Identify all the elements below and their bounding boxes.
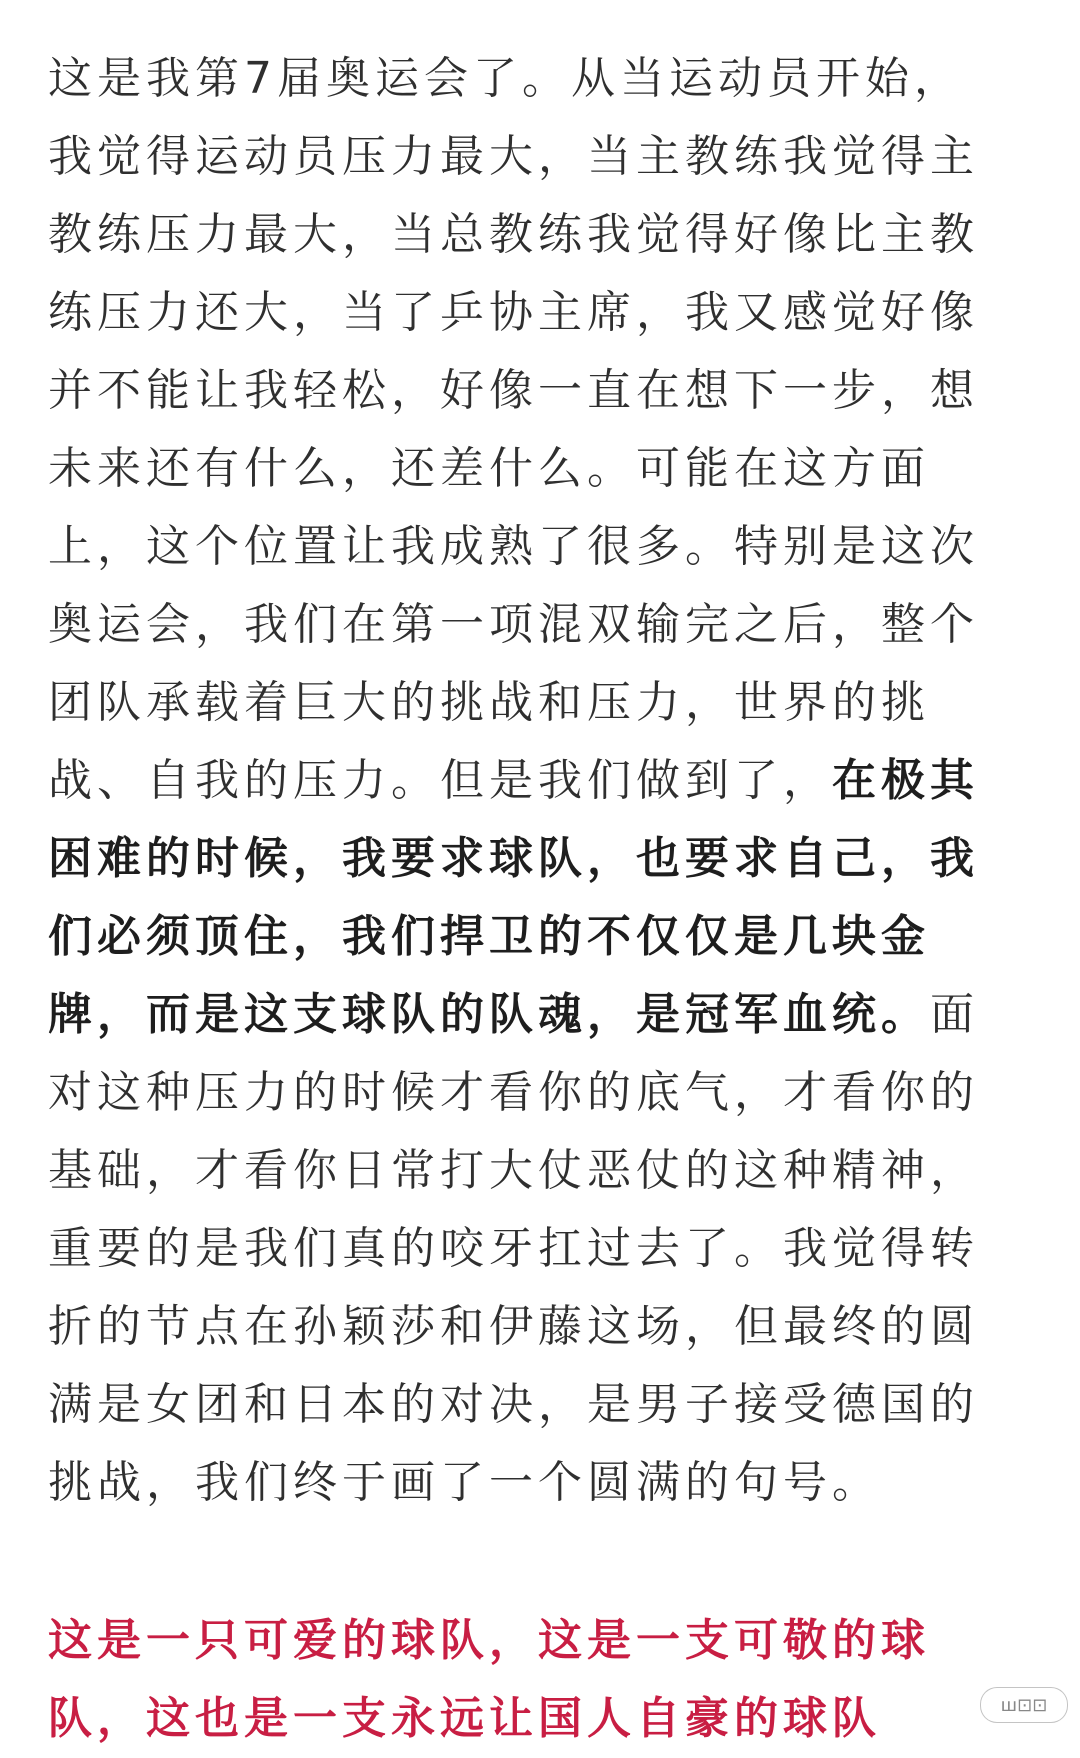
text-segment: 未来还有什么，还差什么。可能在这方面 — [48, 443, 930, 494]
text-line — [48, 508, 1038, 586]
text-line — [48, 118, 1038, 196]
text-segment: 重要的是我们真的咬牙扛过去了。我觉得转 — [48, 1223, 979, 1274]
bold-text-segment: 牌，而是这支球队的队魂，是冠军血统。 — [48, 989, 930, 1040]
highlight-line: 这是一只可爱的球队，这是一支可敬的球 — [48, 1615, 930, 1666]
text-segment: 面 — [930, 989, 979, 1040]
bold-text-segment: 困难的时候，我要求球队，也要求自己，我 — [48, 833, 979, 884]
text-segment: 折的节点在孙颖莎和伊藤这场，但最终的圆 — [48, 1301, 979, 1352]
text-segment: 满是女团和日本的对决，是男子接受德国的 — [48, 1379, 979, 1430]
bold-text-segment: 们必须顶住，我们捍卫的不仅仅是几块金 — [48, 911, 930, 962]
text-segment: 团队承载着巨大的挑战和压力，世界的挑 — [48, 677, 930, 728]
watermark-text: ꟺ⊡⊡ — [1000, 1694, 1048, 1716]
text-line — [48, 1366, 1038, 1444]
text-line — [48, 1054, 1038, 1132]
highlight-line: 队，这也是一支永远让国人自豪的球队 — [48, 1693, 881, 1744]
text-line — [48, 898, 1038, 976]
text-line — [48, 1444, 1038, 1522]
text-segment: 挑战，我们终于画了一个圆满的句号。 — [48, 1457, 881, 1508]
watermark-badge — [980, 1687, 1068, 1723]
text-line — [48, 40, 1038, 118]
text-segment: 这是我第7届奥运会了。从当运动员开始， — [48, 53, 963, 104]
text-line — [48, 976, 1038, 1054]
text-segment: 教练压力最大，当总教练我觉得好像比主教 — [48, 209, 979, 260]
highlight-paragraph — [48, 1602, 1038, 1758]
text-line — [48, 274, 1038, 352]
text-segment: 对这种压力的时候才看你的底气，才看你的 — [48, 1067, 979, 1118]
text-line — [48, 352, 1038, 430]
text-segment: 奥运会，我们在第一项混双输完之后，整个 — [48, 599, 979, 650]
text-segment: 并不能让我轻松，好像一直在想下一步，想 — [48, 365, 979, 416]
text-segment: 上，这个位置让我成熟了很多。特别是这次 — [48, 521, 979, 572]
text-line — [48, 820, 1038, 898]
text-segment: 我觉得运动员压力最大，当主教练我觉得主 — [48, 131, 979, 182]
text-line — [48, 1132, 1038, 1210]
text-line — [48, 742, 1038, 820]
text-line — [48, 1210, 1038, 1288]
text-line — [48, 196, 1038, 274]
text-line — [48, 1288, 1038, 1366]
text-line — [48, 664, 1038, 742]
bold-text-segment: 在极其 — [832, 755, 979, 806]
body-paragraph — [48, 40, 1038, 1522]
text-segment: 练压力还大，当了乒协主席，我又感觉好像 — [48, 287, 979, 338]
text-line — [48, 586, 1038, 664]
text-segment: 基础，才看你日常打大仗恶仗的这种精神， — [48, 1145, 979, 1196]
text-segment: 战、自我的压力。但是我们做到了， — [48, 755, 832, 806]
text-line — [48, 430, 1038, 508]
